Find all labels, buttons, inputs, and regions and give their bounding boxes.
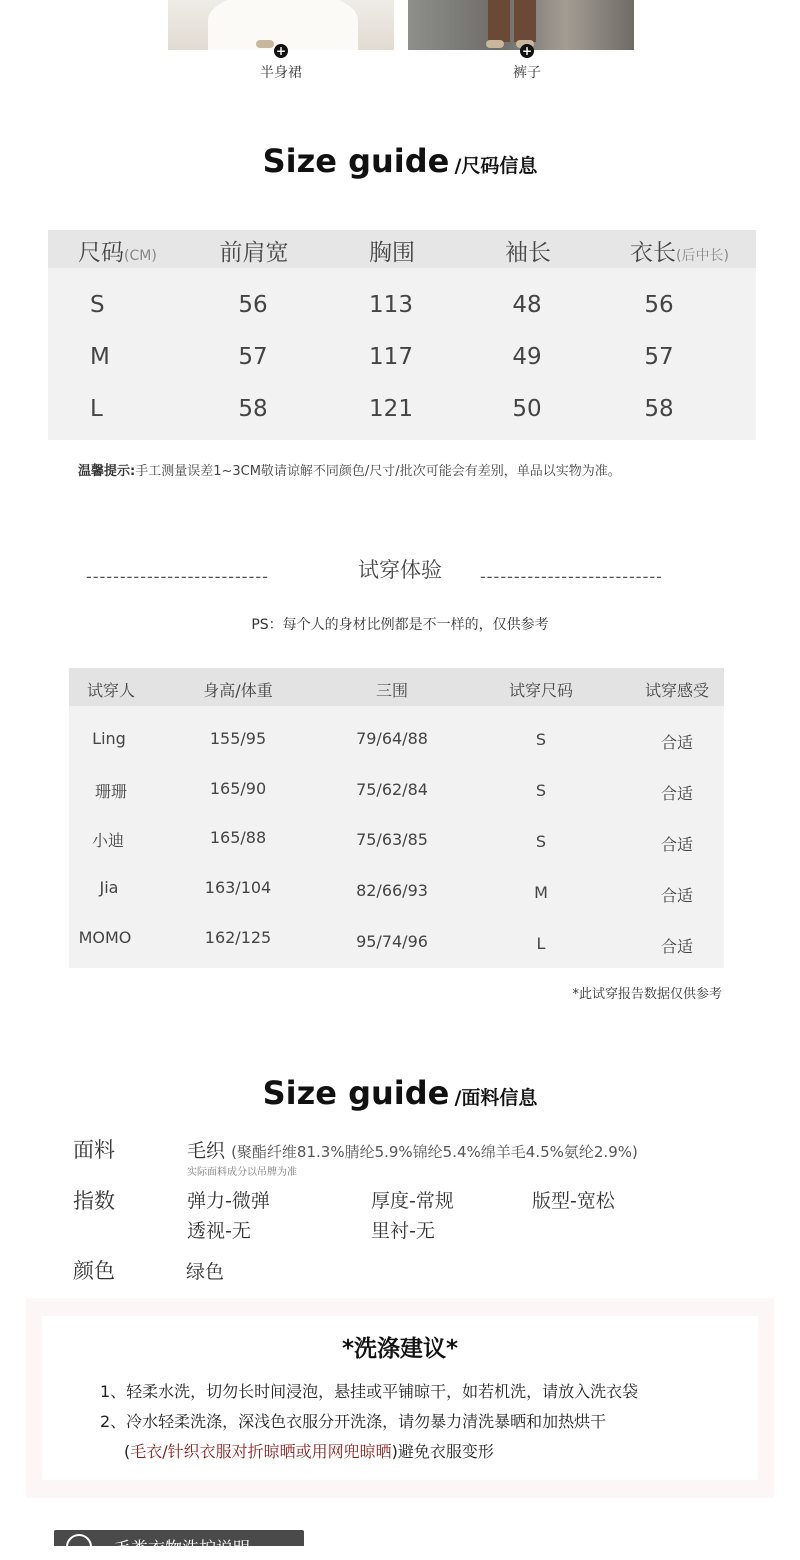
index-item: 厚度-常规 xyxy=(371,1190,454,1212)
size-unit-header: 尺码(CM) xyxy=(78,240,157,266)
try-cell: S xyxy=(535,832,547,851)
try-cell: 合适 xyxy=(660,937,694,956)
size-cell: 56 xyxy=(644,292,674,318)
size-cell: 48 xyxy=(512,292,542,318)
shoe-image xyxy=(486,40,504,48)
wash-title: *洗涤建议* xyxy=(341,1336,459,1362)
size-row-label: S xyxy=(90,292,105,318)
try-cell: 珊珊 xyxy=(94,782,128,801)
fabric-title: Size guide xyxy=(262,1074,450,1112)
care-instructions-title: 毛类衣物洗护说明 xyxy=(114,1539,250,1559)
index-item: 透视-无 xyxy=(187,1220,251,1242)
try-cell: 82/66/93 xyxy=(356,881,428,900)
try-cell: 合适 xyxy=(660,886,694,905)
try-col-header: 三围 xyxy=(375,681,409,700)
size-cell: 121 xyxy=(369,396,413,422)
size-cell: 117 xyxy=(369,344,413,370)
size-cell: 58 xyxy=(238,396,268,422)
material-label: 面料 xyxy=(73,1138,115,1162)
try-on-note: *此试穿报告数据仅供参考 xyxy=(572,987,722,1002)
size-table xyxy=(48,230,756,440)
product-thumbnail-pants[interactable] xyxy=(408,0,634,50)
try-on-table xyxy=(69,668,724,968)
index-item: 版型-宽松 xyxy=(532,1190,615,1212)
pants-image xyxy=(488,0,510,42)
material-note: 实际面料成分以吊牌为准 xyxy=(187,1167,297,1178)
try-cell: 163/104 xyxy=(204,878,272,897)
size-col-header: 衣长(后中长) xyxy=(630,240,729,266)
try-cell: 79/64/88 xyxy=(356,729,428,748)
size-cell: 49 xyxy=(512,344,542,370)
try-cell: 合适 xyxy=(660,784,694,803)
try-cell: 165/88 xyxy=(209,828,267,847)
size-row-label: M xyxy=(90,344,110,370)
try-col-header: 试穿感受 xyxy=(644,681,710,700)
size-guide-subtitle: /尺码信息 xyxy=(454,155,538,177)
try-cell: 155/95 xyxy=(209,729,267,748)
try-cell: M xyxy=(534,883,548,902)
try-col-header: 试穿人 xyxy=(86,681,136,700)
try-cell: MOMO xyxy=(78,928,132,947)
try-cell: 95/74/96 xyxy=(356,932,428,951)
try-cell: 75/63/85 xyxy=(356,830,428,849)
color-value: 绿色 xyxy=(186,1261,225,1283)
product-label-pants: 裤子 xyxy=(513,65,541,81)
index-item: 弹力-微弹 xyxy=(187,1190,270,1212)
product-thumbnail-skirt[interactable] xyxy=(168,0,394,50)
wash-highlight: 毛衣/针织衣服对折晾晒或用网兜晾晒 xyxy=(130,1442,392,1461)
try-cell: 小迪 xyxy=(91,831,125,850)
fabric-heading xyxy=(0,1074,800,1112)
size-cell: 113 xyxy=(369,292,413,318)
try-cell: S xyxy=(535,781,547,800)
fabric-subtitle: /面料信息 xyxy=(454,1087,538,1109)
wash-line: 1、轻柔水洗，切勿长时间浸泡，悬挂或平铺晾干，如若机洗，请放入洗衣袋 xyxy=(100,1382,639,1401)
wash-line: 2、冷水轻柔洗涤，深浅色衣服分开洗涤，请勿暴力清洗暴晒和加热烘干 xyxy=(100,1412,607,1431)
product-label-skirt: 半身裙 xyxy=(260,65,302,81)
add-icon[interactable]: + xyxy=(275,44,287,58)
material-value: 毛织 (聚酯纤维81.3%腈纶5.9%锦纶5.4%绵羊毛4.5%氨纶2.9%) xyxy=(187,1140,638,1162)
measurement-tip: 温馨提示:手工测量误差1~3CM敬请谅解不同颜色/尺寸/批次可能会有差别，单品以实物为准。 xyxy=(78,464,621,479)
try-cell: Jia xyxy=(99,878,119,897)
divider-dashes: --------------------------- xyxy=(480,567,663,586)
shoe-image xyxy=(256,40,274,48)
try-on-ps: PS：每个人的身材比例都是不一样的，仅供参考 xyxy=(251,617,549,633)
try-cell: 合适 xyxy=(660,835,694,854)
circle-icon xyxy=(66,1534,92,1560)
care-instructions-bar xyxy=(54,1530,304,1559)
size-row-label: L xyxy=(90,396,103,422)
try-col-header: 试穿尺码 xyxy=(508,681,574,700)
size-guide-heading xyxy=(0,142,800,180)
try-cell: 75/62/84 xyxy=(356,780,428,799)
size-cell: 50 xyxy=(512,396,542,422)
size-cell: 58 xyxy=(644,396,674,422)
try-cell: 合适 xyxy=(660,733,694,752)
try-cell: 165/90 xyxy=(209,779,267,798)
size-guide-title: Size guide xyxy=(262,142,450,180)
wash-line: (毛衣/针织衣服对折晾晒或用网兜晾晒)避免衣服变形 xyxy=(124,1442,494,1461)
size-col-header: 前肩宽 xyxy=(219,240,289,266)
index-item: 里衬-无 xyxy=(371,1220,435,1242)
size-col-header: 胸围 xyxy=(369,240,415,266)
try-cell: S xyxy=(535,730,547,749)
skirt-image xyxy=(208,0,358,50)
size-cell: 56 xyxy=(238,292,268,318)
add-icon[interactable]: + xyxy=(521,44,533,58)
try-cell: Ling xyxy=(92,729,126,748)
try-on-title: 试穿体验 xyxy=(358,558,442,582)
size-cell: 57 xyxy=(644,344,674,370)
color-label: 颜色 xyxy=(73,1259,115,1283)
index-label: 指数 xyxy=(73,1189,115,1213)
try-cell: 162/125 xyxy=(204,928,272,947)
try-cell: L xyxy=(536,934,546,953)
size-col-header: 袖长 xyxy=(505,240,551,266)
size-cell: 57 xyxy=(238,344,268,370)
divider-dashes: --------------------------- xyxy=(86,567,269,586)
pants-image xyxy=(514,0,536,42)
try-col-header: 身高/体重 xyxy=(203,681,273,700)
